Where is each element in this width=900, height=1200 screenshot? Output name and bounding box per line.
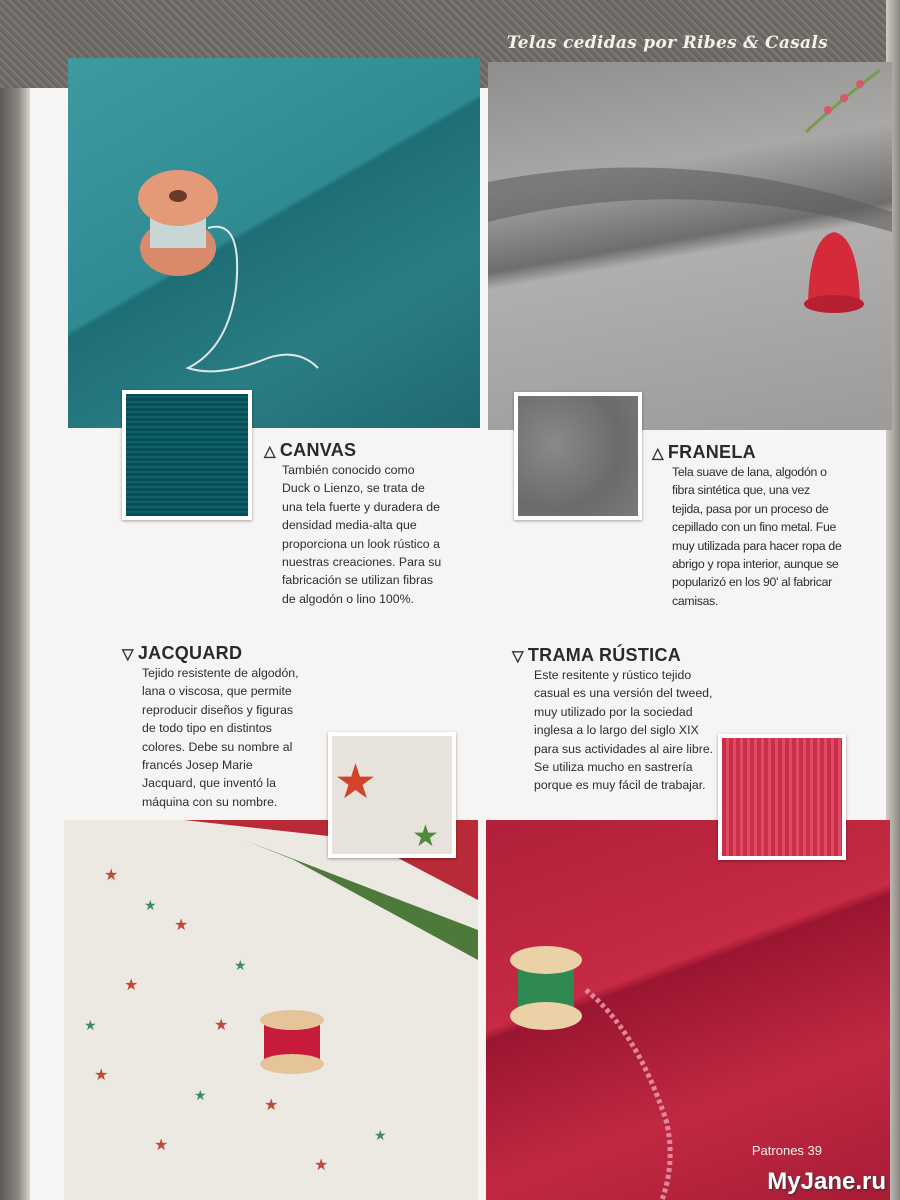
thimble-illustration (488, 62, 892, 430)
svg-text:★: ★ (194, 1087, 207, 1103)
site-watermark: MyJane.ru (767, 1168, 886, 1195)
green-spool-illustration (486, 820, 890, 1200)
svg-text:★: ★ (84, 1017, 97, 1033)
star-swatch-icon (332, 736, 452, 854)
triangle-up-icon: △ (264, 443, 276, 460)
franela-heading (652, 442, 756, 463)
triangle-down-icon: ▽ (512, 648, 524, 665)
canvas-swatch (122, 390, 252, 520)
svg-text:★: ★ (174, 917, 189, 934)
triangle-up-icon: △ (652, 445, 664, 462)
svg-text:★: ★ (412, 820, 439, 853)
canvas-description: También conocido como Duck o Lienzo, se trata de una tela fuerte y duradera de densidad media-alta que proporciona un look rústico a nuestras creaciones. Para su fabricación se utilizan fibras de algodón o lino 100%. (282, 463, 442, 606)
svg-text:★: ★ (154, 1137, 169, 1154)
trama-rustica-fabric-photo (486, 820, 890, 1200)
page-number: Patrones 39 (751, 1143, 822, 1158)
svg-text:★: ★ (144, 897, 157, 913)
franela-swatch (514, 392, 642, 520)
trama-rustica-title: TRAMA RÚSTICA (527, 645, 682, 665)
svg-text:★: ★ (104, 867, 119, 884)
svg-text:★: ★ (334, 756, 378, 809)
franela-title: FRANELA (667, 442, 756, 462)
franela-fabric-photo (488, 62, 892, 430)
franela-description: Tela suave de lana, algodón o fibra sintética que, una vez tejida, pasa por un proceso de cepillado con un fino metal. Fue muy utilizada para hacer ropa de abrigo y ropa interior, aunque se popularizó en los 90' al fabricar camisas. (672, 465, 842, 608)
canvas-title: CANVAS (279, 440, 357, 460)
triangle-down-icon: ▽ (122, 646, 134, 663)
jacquard-title: JACQUARD (137, 643, 243, 663)
trama-rustica-heading (512, 645, 681, 666)
trama-rustica-description: Este resitente y rústico tejido casual es una versión del tweed, muy utilizado por la sociedad inglesa a lo largo del siglo XIX para sus actividades al aire libre. Se utiliza mucho en sastrería porque es muy fácil de trabajar. (534, 668, 714, 793)
trama-rustica-swatch (718, 734, 846, 860)
spool-with-thread-illustration (68, 58, 480, 428)
svg-text:★: ★ (374, 1127, 387, 1143)
star-fabric-illustration (64, 820, 478, 1200)
canvas-fabric-photo (68, 58, 480, 428)
svg-text:★: ★ (314, 1157, 329, 1174)
jacquard-description: Tejido resistente de algodón, lana o viscosa, que permite reproducir diseños y figuras de todo tipo en distintos colores. Debe su nombre al francés Josep Marie Jacquard, que inventó la máquina con su nombre. (142, 666, 299, 809)
page-header-credit: Telas cedidas por Ribes & Casals (506, 33, 828, 53)
left-page-edge (0, 88, 30, 1200)
svg-text:★: ★ (234, 957, 247, 973)
jacquard-heading (122, 643, 242, 664)
svg-text:★: ★ (124, 977, 139, 994)
svg-text:★: ★ (94, 1067, 109, 1084)
svg-text:★: ★ (214, 1017, 229, 1034)
canvas-heading (264, 440, 356, 461)
jacquard-swatch (328, 732, 456, 858)
jacquard-fabric-photo (64, 820, 478, 1200)
svg-text:★: ★ (264, 1097, 279, 1114)
